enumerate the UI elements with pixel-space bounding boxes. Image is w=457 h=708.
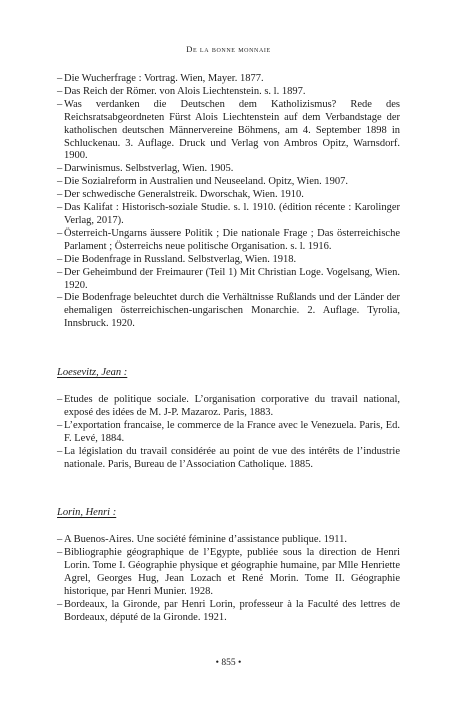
dash: – bbox=[57, 176, 63, 188]
dash: – bbox=[57, 227, 63, 239]
bibliography-list-loesevitz bbox=[57, 394, 400, 471]
entry-text: L’exportation francaise, le commerce de la France avec le Venezuela. Paris, Ed. F. Levé, 1884. bbox=[64, 419, 400, 444]
dash: – bbox=[57, 394, 63, 406]
entry-text: Bibliographie géographique de l’Egypte, publiée sous la direction de Henri Lorin. Tome I. Géographie physique et géographie humaine, par Mlle Henriette Agrel, Georges Hug, Jean Lozach et René Morin. Tome II. Géographie historique, par Henri Munier. 1928. bbox=[64, 547, 400, 597]
list-item bbox=[57, 547, 400, 599]
dash: – bbox=[57, 419, 63, 431]
entry-text: Die Bodenfrage in Russland. Selbstverlag, Wien. 1918. bbox=[64, 253, 297, 265]
dash: – bbox=[57, 598, 63, 610]
dash: – bbox=[57, 202, 63, 214]
bibliography-list-lorin bbox=[57, 534, 400, 624]
list-item bbox=[57, 599, 400, 625]
entry-text: Etudes de politique sociale. L’organisation corporative du travail national, exposé des idées de M. J-P. Mazaroz. Paris, 1883. bbox=[64, 394, 400, 418]
list-item bbox=[57, 189, 400, 202]
dash: – bbox=[57, 445, 63, 457]
dash: – bbox=[57, 547, 63, 559]
dash: – bbox=[57, 73, 63, 84]
dash: – bbox=[57, 163, 63, 175]
entry-text: Das Reich der Römer. von Alois Liechtenstein. s. l. 1897. bbox=[64, 85, 306, 97]
entry-text: Darwinismus. Selbstverlag, Wien. 1905. bbox=[64, 163, 234, 175]
list-item bbox=[57, 99, 400, 164]
list-item bbox=[57, 86, 400, 99]
entry-text: Die Sozialreform in Australien und Neuseeland. Opitz, Wien. 1907. bbox=[64, 176, 348, 188]
running-head: De la bonne monnaie bbox=[186, 44, 271, 54]
entry-text: Österreich-Ungarns äussere Politik ; Die nationale Frage ; Das österreichische Parlament ; Österreichs neue politische Organisation. s. l. 1916. bbox=[64, 227, 400, 252]
entry-text: A Buenos-Aires. Une société féminine d’assistance publique. 1911. bbox=[64, 534, 348, 546]
list-item bbox=[57, 163, 400, 176]
entry-text: Der schwedische Generalstreik. Dworschak, Wien. 1910. bbox=[64, 189, 304, 201]
entry-text: Das Kalifat : Historisch-soziale Studie. s. l. 1910. (édition récente : Karolinger Verlag, 2017). bbox=[64, 202, 400, 226]
bibliography-list-liechtenstein bbox=[57, 73, 400, 331]
author-heading-lorin: Lorin, Henri : bbox=[57, 507, 117, 519]
entry-text: Die Wucherfrage : Vortrag. Wien, Mayer. 1877. bbox=[64, 73, 264, 84]
dash: – bbox=[57, 85, 63, 97]
dash: – bbox=[57, 189, 63, 201]
page-number: • 855 • bbox=[215, 658, 242, 668]
dash: – bbox=[57, 266, 63, 278]
list-item bbox=[57, 228, 400, 254]
entry-text: Was verdanken die Deutschen dem Katholizismus? Rede des Reichsratsabgeordneten Fürst Alois Liechtenstein auf dem Verbandstage der katholischen deutschen Männervereine Böhmens, am 4. September 1898 in Schluckenau. 3. Auflage. Druck und Verlag von Ambros Opitz, Warnsdorf. 1900. bbox=[64, 98, 400, 162]
entry-text: La législation du travail considérée au point de vue des intérêts de l’industrie nationale. Paris, Bureau de l’Association Catholique. 1885. bbox=[64, 445, 400, 470]
list-item bbox=[57, 420, 400, 446]
list-item bbox=[57, 394, 400, 420]
list-item bbox=[57, 267, 400, 293]
list-item bbox=[57, 534, 400, 547]
text-block bbox=[57, 73, 400, 625]
list-item bbox=[57, 73, 400, 86]
dash: – bbox=[57, 292, 63, 304]
list-item bbox=[57, 292, 400, 331]
entry-text: Bordeaux, la Gironde, par Henri Lorin, professeur à la Faculté des lettres de Bordeaux, député de la Gironde. 1921. bbox=[64, 598, 400, 623]
list-item bbox=[57, 254, 400, 267]
list-item bbox=[57, 446, 400, 472]
dash: – bbox=[57, 98, 63, 110]
entry-text: Der Geheimbund der Freimaurer (Teil 1) Mit Christian Loge. Vogelsang, Wien. 1920. bbox=[64, 266, 400, 291]
dash: – bbox=[57, 534, 63, 546]
entry-text: Die Bodenfrage beleuchtet durch die Verhältnisse Rußlands und der Länder der ehemaligen österreichischen-ungarischen Monarchie. 2. Auflage. Tyrolia, Innsbruck. 1920. bbox=[64, 292, 400, 330]
list-item bbox=[57, 202, 400, 228]
author-heading-loesevitz: Loesevitz, Jean : bbox=[57, 367, 128, 379]
list-item bbox=[57, 176, 400, 189]
dash: – bbox=[57, 253, 63, 265]
